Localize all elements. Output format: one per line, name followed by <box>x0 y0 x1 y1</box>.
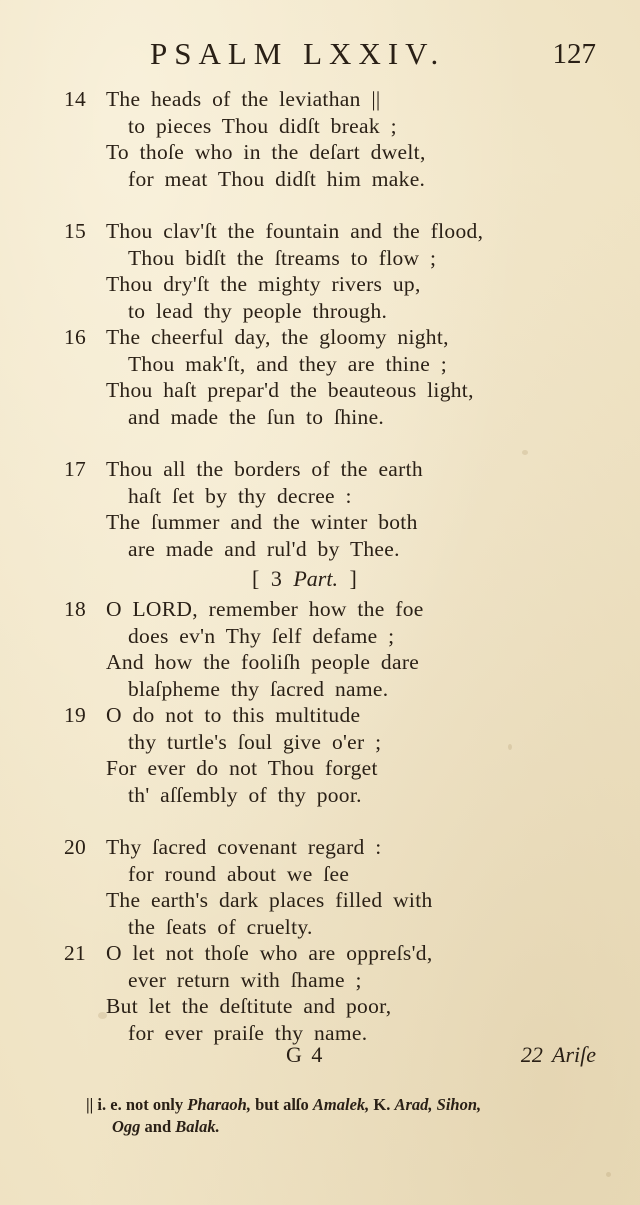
verse-text: The ſummer and the winter both <box>106 510 418 534</box>
verse-line <box>64 166 624 193</box>
verse-text: for round about we ſee <box>128 861 350 886</box>
verse-text: does ev'n Thy ſelf defame ; <box>128 623 395 648</box>
verse-line <box>64 861 624 888</box>
verse-text: for ever praiſe thy name. <box>128 1020 368 1045</box>
verse-line <box>64 86 624 113</box>
stanza <box>64 596 624 808</box>
verse-text: O LORD, remember how the foe <box>106 597 424 621</box>
stanza <box>64 456 624 562</box>
verse-line <box>64 834 624 861</box>
footnote-name: Sihon, <box>436 1095 482 1114</box>
footnote-name: Arad, <box>394 1095 433 1114</box>
psalm-text <box>64 86 624 1046</box>
verse-text: ever return with ſhame ; <box>128 967 362 992</box>
verse-line <box>64 404 624 431</box>
page-foot-line <box>0 1042 640 1072</box>
verse-line <box>64 649 624 676</box>
verses-before-part <box>64 86 624 562</box>
footnote-text: K. <box>373 1095 391 1114</box>
verse-text: are made and rul'd by Thee. <box>128 536 400 561</box>
verse-line <box>64 218 624 245</box>
verse-text: Thou all the borders of the earth <box>106 457 423 481</box>
footnote-text: and <box>144 1117 172 1136</box>
footnote <box>86 1094 606 1138</box>
verse-line <box>64 755 624 782</box>
footnote-name: Ogg <box>112 1117 141 1136</box>
verse-line <box>64 245 624 272</box>
verse-number: 15 <box>64 219 87 243</box>
verse-text: th' aſſembly of thy poor. <box>128 782 362 807</box>
verse-line <box>64 509 624 536</box>
verse-number: 14 <box>64 87 87 111</box>
verse-line <box>64 483 624 510</box>
part-heading-open: [ 3 <box>252 566 282 591</box>
verse-text: the ſeats of cruelty. <box>128 914 313 939</box>
verse-text: Thou dry'ſt the mighty rivers up, <box>106 272 421 296</box>
verse-line <box>64 536 624 563</box>
verse-number: 16 <box>64 325 87 349</box>
verse-text: The earth's dark places filled with <box>106 888 433 912</box>
verse-line <box>64 887 624 914</box>
footnote-line-2 <box>86 1116 606 1138</box>
verse-text: and made the ſun to ſhine. <box>128 404 385 429</box>
verse-line <box>64 702 624 729</box>
part-heading-word: Part. <box>293 566 338 591</box>
verse-line <box>64 596 624 623</box>
verse-number: 18 <box>64 597 87 621</box>
verse-text: to lead thy people through. <box>128 298 388 323</box>
verse-text: blaſpheme thy ſacred name. <box>128 676 389 701</box>
page-number: 127 <box>552 38 596 70</box>
verse-line <box>64 729 624 756</box>
footnote-line-1 <box>86 1094 606 1116</box>
verse-text: O do not to this multitude <box>106 703 361 727</box>
psalm-title: PSALM LXXIV. <box>150 36 446 71</box>
verse-line <box>64 456 624 483</box>
verse-line <box>64 271 624 298</box>
verse-line <box>64 914 624 941</box>
part-heading <box>64 562 624 596</box>
verse-line <box>64 623 624 650</box>
verse-text: to pieces Thou didſt break ; <box>128 113 397 138</box>
stanza <box>64 834 624 1046</box>
verse-line <box>64 940 624 967</box>
verse-line <box>64 967 624 994</box>
stanza-gap <box>64 430 624 456</box>
footnote-text: i. e. not only <box>97 1095 184 1114</box>
verse-text: haſt ſet by thy decree : <box>128 483 352 508</box>
verse-line <box>64 351 624 378</box>
verse-text: For ever do not Thou forget <box>106 756 378 780</box>
verse-text: for meat Thou didſt him make. <box>128 166 426 191</box>
footnote-name: Balak. <box>175 1117 220 1136</box>
verse-line <box>64 993 624 1020</box>
stanza <box>64 218 624 430</box>
catchword: 22 Ariſe <box>520 1042 596 1067</box>
verse-line <box>64 782 624 809</box>
verse-text: The cheerful day, the gloomy night, <box>106 325 449 349</box>
footnote-mark: || <box>86 1095 94 1114</box>
verse-text: Thou haſt prepar'd the beauteous light, <box>106 378 474 402</box>
foxing-spot <box>606 1172 611 1177</box>
stanza-gap <box>64 808 624 834</box>
verse-number: 19 <box>64 703 87 727</box>
verse-line <box>64 377 624 404</box>
verse-text: Thy ſacred covenant regard : <box>106 835 382 859</box>
running-head <box>0 36 640 76</box>
footnote-name: Pharaoh, <box>187 1095 251 1114</box>
verse-text: Thou mak'ſt, and they are thine ; <box>128 351 448 376</box>
verse-text: To thoſe who in the deſart dwelt, <box>106 140 426 164</box>
verse-number: 17 <box>64 457 87 481</box>
footnote-name: Amalek, <box>312 1095 370 1114</box>
verse-number: 21 <box>64 941 87 965</box>
verse-line <box>64 113 624 140</box>
stanza-gap <box>64 192 624 218</box>
part-heading-close: ] <box>349 566 357 591</box>
verse-text: Thou bidſt the ſtreams to flow ; <box>128 245 437 270</box>
verse-text: Thou clav'ſt the fountain and the flood, <box>106 219 484 243</box>
verse-number: 20 <box>64 835 87 859</box>
signature-mark: G 4 <box>286 1042 325 1067</box>
verse-line <box>64 298 624 325</box>
verse-line <box>64 676 624 703</box>
verse-line <box>64 139 624 166</box>
verses-after-part <box>64 596 624 1046</box>
verse-line <box>64 324 624 351</box>
verse-text: But let the deſtitute and poor, <box>106 994 392 1018</box>
stanza <box>64 86 624 192</box>
verse-text: O let not thoſe who are oppreſs'd, <box>106 941 433 965</box>
verse-text: And how the fooliſh people dare <box>106 650 420 674</box>
verse-text: thy turtle's ſoul give o'er ; <box>128 729 382 754</box>
verse-text: The heads of the leviathan || <box>106 87 381 111</box>
footnote-text: but alſo <box>255 1095 309 1114</box>
